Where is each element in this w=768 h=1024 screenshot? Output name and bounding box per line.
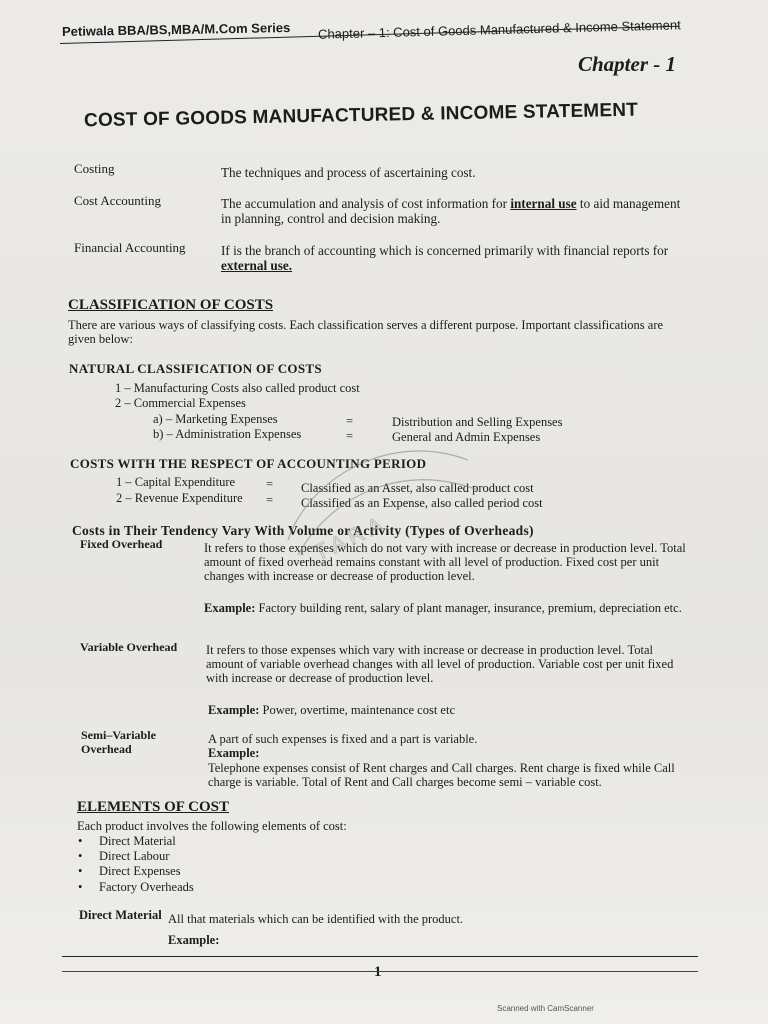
- def-costing: The techniques and process of ascertaining cost.: [221, 165, 476, 180]
- capital-expenditure-meaning: Classified as an Asset, also called product cost: [301, 481, 534, 495]
- natural-sub-administration: b) – Administration Expenses: [153, 427, 302, 441]
- term-costing: Costing: [74, 161, 115, 176]
- term-fixed-overhead: Fixed Overhead: [80, 537, 163, 551]
- semi-variable-definition: A part of such expenses is fixed and a part is variable.: [208, 732, 478, 746]
- variable-overhead-example: Example: Power, overtime, maintenance cost etc: [208, 703, 455, 717]
- equals-sign: =: [346, 429, 354, 443]
- classification-heading: CLASSIFICATION OF COSTS: [68, 297, 274, 313]
- capital-expenditure: 1 – Capital Expenditure: [116, 475, 236, 489]
- running-chapter-header: Chapter – 1: Cost of Goods Manufactured & Income Statement: [317, 17, 681, 42]
- equals-sign: =: [346, 414, 354, 428]
- natural-sub-marketing: a) – Marketing Expenses: [153, 412, 278, 426]
- direct-material-example-label: Example:: [168, 933, 220, 947]
- administration-equivalent: General and Admin Expenses: [392, 430, 541, 444]
- page-title: COST OF GOODS MANUFACTURED & INCOME STATEMENT: [83, 99, 639, 132]
- def-financial-accounting: If is the branch of accounting which is concerned primarily with financial reports for external use.: [221, 243, 669, 273]
- revenue-expenditure-meaning: Classified as an Expense, also called period cost: [301, 496, 543, 510]
- variable-overhead-definition: It refers to those expenses which vary with increase or decrease in production level. Total amount of variable overhead changes with all level of production. Variable cost per unit fixed with increase or decrease of production level.: [206, 643, 674, 685]
- list-item: • Direct Expenses: [99, 864, 181, 879]
- scanner-watermark-text: Scanned with CamScanner: [497, 1004, 594, 1013]
- fixed-overhead-example: Example: Factory building rent, salary of plant manager, insurance, premium, depreciation etc.: [204, 601, 682, 615]
- footer-rule: [62, 956, 698, 957]
- def-cost-accounting: The accumulation and analysis of cost information for internal use to aid management in planning, control and decision making.: [221, 196, 681, 226]
- list-item: • Direct Labour: [99, 849, 169, 864]
- equals-sign: =: [266, 477, 274, 491]
- classification-intro: There are various ways of classifying costs. Each classification serves a different purpose. Important classifications are given below:: [68, 318, 664, 346]
- direct-material-definition: All that materials which can be identified with the product.: [168, 912, 464, 926]
- term-semi-variable-line1: Semi–Variable: [81, 728, 156, 742]
- page-number: 1: [374, 964, 382, 980]
- elements-intro: Each product involves the following elements of cost:: [77, 819, 347, 833]
- marketing-equivalent: Distribution and Selling Expenses: [392, 415, 563, 429]
- natural-item-manufacturing: 1 – Manufacturing Costs also called product cost: [115, 381, 360, 395]
- overheads-heading: Costs in Their Tendency Vary With Volume or Activity (Types of Overheads): [72, 523, 534, 538]
- term-cost-accounting: Cost Accounting: [74, 193, 162, 208]
- fixed-overhead-definition: It refers to those expenses which do not vary with increase or decrease in production level. Total amount of fixed overhead remains constant with all level of production. Fixed cost per unit changes with increase or decrease of production level.: [204, 541, 686, 583]
- elements-heading: ELEMENTS OF COST: [77, 799, 229, 815]
- revenue-expenditure: 2 – Revenue Expenditure: [116, 491, 243, 505]
- list-item: • Direct Material: [99, 834, 176, 849]
- equals-sign: =: [266, 493, 274, 507]
- term-variable-overhead: Variable Overhead: [80, 640, 178, 654]
- footer-rule: [62, 971, 698, 972]
- term-financial-accounting: Financial Accounting: [74, 240, 186, 255]
- stamp-watermark: [268, 420, 488, 570]
- term-direct-material: Direct Material: [79, 908, 162, 922]
- natural-classification-heading: NATURAL CLASSIFICATION OF COSTS: [69, 361, 322, 376]
- semi-variable-example: Telephone expenses consist of Rent charges and Call charges. Rent charge is fixed while Call charge is variable. Total of Rent and Call charges become semi – variable cost.: [208, 761, 675, 789]
- term-semi-variable-line2: Overhead: [81, 742, 132, 756]
- accounting-period-heading: COSTS WITH THE RESPECT OF ACCOUNTING PERIOD: [70, 456, 427, 471]
- series-header: Petiwala BBA/BS,MBA/M.Com Series: [61, 20, 291, 39]
- svg-text:T A R A: T A R A: [309, 512, 387, 566]
- semi-variable-example-label: Example:: [208, 746, 260, 760]
- list-item: • Factory Overheads: [99, 880, 194, 895]
- chapter-label: Chapter - 1: [578, 52, 677, 76]
- natural-item-commercial: 2 – Commercial Expenses: [115, 396, 246, 410]
